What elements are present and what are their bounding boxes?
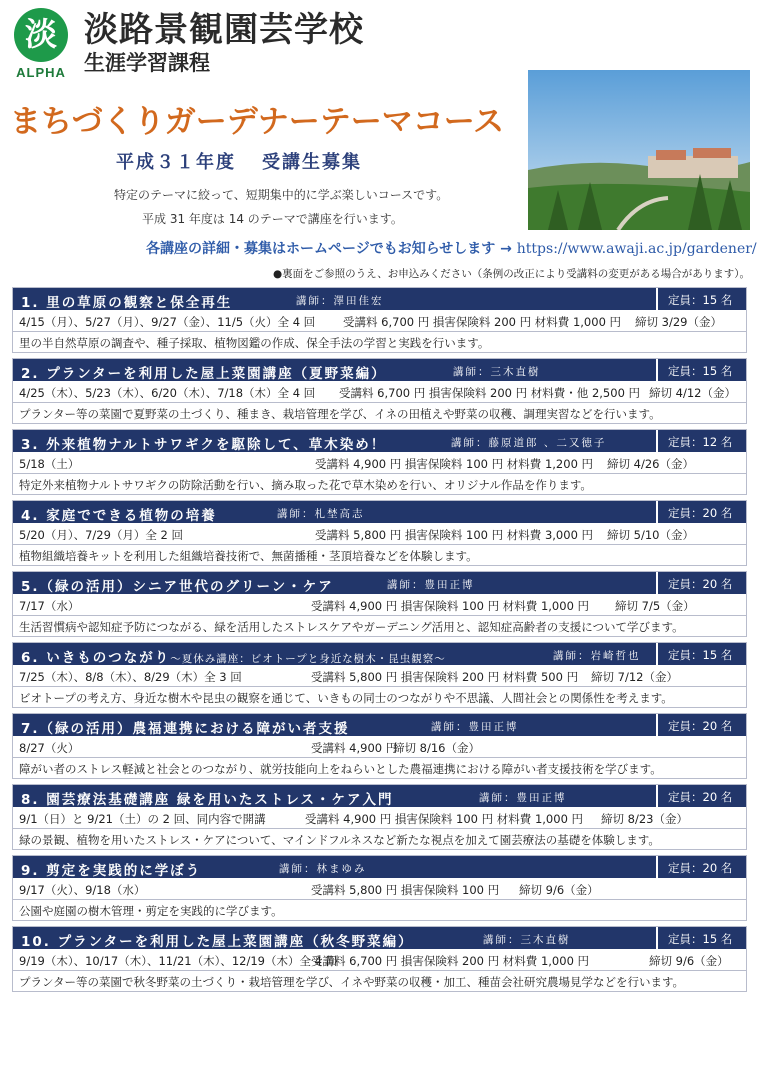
course-name [21, 291, 232, 310]
course-schedule-row [13, 310, 746, 332]
course-dates: 9/1（日）と 9/21（土）の 2 回、同内容で開講 [19, 812, 266, 826]
course-description: 里の半自然草原の調査や、種子採取、植物図鑑の作成、保全手法の学習と実践を行います。 [13, 332, 746, 352]
course-deadline: 締切 7/12（金） [591, 670, 678, 684]
course-fees: 受講料 4,900 円 損害保険料 100 円 材料費 1,000 円 [311, 599, 590, 613]
course-teacher: 講師：豊田正博 [479, 792, 567, 804]
course-fees: 受講料 4,900 円 [311, 741, 398, 755]
course-name [21, 859, 201, 878]
course-teacher: 講師：札埜高志 [277, 508, 365, 520]
course-schedule-row [13, 807, 746, 829]
course-name-text: 5.（緑の活用）シニア世代のグリーン・ケア [21, 579, 334, 594]
course-capacity: 定員：15 名 [656, 359, 746, 381]
course-header [13, 359, 746, 381]
course-dates: 8/27（火） [19, 741, 80, 755]
course-fees: 受講料 6,700 円 損害保険料 200 円 材料費 1,000 円 [343, 315, 622, 329]
course-header [13, 714, 746, 736]
course-fees: 受講料 6,700 円 損害保険料 200 円 材料費 1,000 円 [311, 954, 590, 968]
recruit-heading [116, 148, 388, 174]
course-deadline: 締切 4/26（金） [607, 457, 694, 471]
course-dates: 4/15（月）、5/27（月）、9/27（金）、11/5（火）全 4 回 [19, 315, 316, 329]
course-name-text: 1. 里の草原の観察と保全再生 [21, 295, 233, 310]
course-name-text: 9. 剪定を実践的に学ぼう [21, 863, 202, 878]
course-item [12, 713, 747, 779]
course-name-text: 10. プランターを利用した屋上菜園講座（秋冬野菜編） [21, 934, 414, 949]
course-capacity: 定員：20 名 [656, 856, 746, 878]
course-header [13, 927, 746, 949]
course-name [21, 930, 414, 949]
course-teacher: 講師：三木直樹 [453, 366, 541, 378]
course-teacher: 講師：林まゆみ [279, 863, 367, 875]
course-capacity: 定員：15 名 [656, 643, 746, 665]
course-dates: 7/25（木）、8/8（木）、8/29（木）全 3 回 [19, 670, 242, 684]
course-deadline: 締切 9/6（金） [519, 883, 599, 897]
course-name [21, 433, 386, 452]
course-fees: 受講料 6,700 円 損害保険料 200 円 材料費・他 2,500 円 [339, 386, 641, 400]
course-header [13, 501, 746, 523]
course-description: ビオトープの考え方、身近な樹木や昆虫の観察を通じて、いきもの同士のつながりや不思議、人間社会との関係性を考えます。 [13, 687, 746, 707]
course-deadline: 締切 4/12（金） [649, 386, 736, 400]
course-capacity: 定員：20 名 [656, 501, 746, 523]
course-deadline: 締切 5/10（金） [607, 528, 694, 542]
course-dates: 4/25（木）、5/23（木）、6/20（木）、7/18（木）全 4 回 [19, 386, 316, 400]
course-name-text: 6. いきものつながり [21, 650, 171, 665]
course-item [12, 642, 747, 708]
course-name [21, 504, 217, 523]
course-schedule-row [13, 665, 746, 687]
logo-text: ALPHA [16, 65, 66, 80]
course-item [12, 287, 747, 353]
course-deadline: 締切 8/16（金） [393, 741, 480, 755]
course-schedule-row [13, 878, 746, 900]
course-item [12, 784, 747, 850]
course-dates: 5/20（月）、7/29（月）全 2 回 [19, 528, 184, 542]
course-item [12, 429, 747, 495]
course-header [13, 430, 746, 452]
course-name [21, 717, 350, 736]
course-teacher: 講師：豊田正博 [431, 721, 519, 733]
course-header [13, 288, 746, 310]
course-dates: 9/17（火）、9/18（水） [19, 883, 146, 897]
course-item [12, 926, 747, 992]
course-capacity: 定員：15 名 [656, 288, 746, 310]
course-schedule-row [13, 736, 746, 758]
course-fees: 受講料 5,800 円 損害保険料 100 円 材料費 3,000 円 [315, 528, 594, 542]
course-deadline: 締切 9/6（金） [649, 954, 729, 968]
course-fees: 受講料 5,800 円 損害保険料 100 円 [311, 883, 500, 897]
course-item [12, 358, 747, 424]
course-description: 障がい者のストレス軽減と社会とのつながり、就労技能向上をねらいとした農福連携における障がい者支援技術を学びます。 [13, 758, 746, 778]
course-schedule-row [13, 452, 746, 474]
school-subtitle: 生涯学習課程 [84, 51, 210, 75]
course-description: 生活習慣病や認知症予防につながる、緑を活用したストレスケアやガーデニング活用と、認知症高齢者の支援について学びます。 [13, 616, 746, 636]
course-capacity: 定員：20 名 [656, 714, 746, 736]
course-description: プランター等の菜園で秋冬野菜の土づくり・栽培管理を学び、イネや野菜の収穫・加工、種苗会社研究農場見学などを行います。 [13, 971, 746, 991]
course-header [13, 785, 746, 807]
web-note [146, 238, 757, 258]
course-fees: 受講料 4,900 円 損害保険料 100 円 材料費 1,200 円 [315, 457, 594, 471]
course-title: まちづくりガーデナーテーマコース [10, 104, 505, 140]
course-name-text: 4. 家庭でできる植物の培養 [21, 508, 217, 523]
course-name [21, 646, 446, 665]
course-teacher: 講師：岩崎哲也 [553, 650, 641, 662]
course-schedule-row [13, 523, 746, 545]
course-name-text: 8. 園芸療法基礎講座 緑を用いたストレス・ケア入門 [21, 792, 394, 807]
intro-line-1: 特定のテーマに絞って、短期集中的に学ぶ楽しいコースです。 [114, 188, 449, 202]
course-name [21, 575, 334, 594]
course-teacher: 講師：藤原道郎 、二又徳子 [451, 437, 607, 449]
course-fees: 受講料 4,900 円 損害保険料 100 円 材料費 1,000 円 [305, 812, 584, 826]
course-capacity: 定員：20 名 [656, 785, 746, 807]
course-item [12, 855, 747, 921]
course-dates: 7/17（水） [19, 599, 80, 613]
refer-note: ●裏面をご参照のうえ、お申込みください（条例の改正により受講料の変更がある場合があります）。 [272, 268, 750, 280]
course-item [12, 500, 747, 566]
course-dates: 9/19（木）、10/17（木）、11/21（木）、12/19（木）全 4 回 [19, 954, 338, 968]
intro-line-2: 平成 31 年度は 14 のテーマで講座を行います。 [142, 212, 403, 226]
course-name [21, 362, 387, 381]
logo-glyph: 淡 [24, 15, 57, 53]
school-logo [10, 8, 72, 78]
course-list [12, 287, 747, 997]
course-name-text: 3. 外来植物ナルトサワギクを駆除して、草木染め！ [21, 437, 387, 452]
recruit-label: 受講生募集 [262, 152, 362, 173]
course-capacity: 定員：12 名 [656, 430, 746, 452]
course-header [13, 572, 746, 594]
campus-photo [528, 70, 750, 230]
course-description: プランター等の菜園で夏野菜の土づくり、種まき、栽培管理を学び、イネの田植えや野菜の収穫、調理実習などを行います。 [13, 403, 746, 423]
course-schedule-row [13, 381, 746, 403]
course-fees: 受講料 5,800 円 損害保険料 200 円 材料費 500 円 [311, 670, 579, 684]
course-deadline: 締切 8/23（金） [601, 812, 688, 826]
website-link[interactable]: https://www.awaji.ac.jp/gardener/ [516, 241, 757, 257]
course-capacity: 定員：15 名 [656, 927, 746, 949]
course-name-text: 2. プランターを利用した屋上菜園講座（夏野菜編） [21, 366, 387, 381]
course-description: 公園や庭園の樹木管理・剪定を実践的に学びます。 [13, 900, 746, 920]
school-name: 淡路景観園芸学校 [84, 10, 364, 50]
course-teacher: 講師：豊田正博 [387, 579, 475, 591]
course-dates: 5/18（土） [19, 457, 80, 471]
course-item [12, 571, 747, 637]
course-header [13, 856, 746, 878]
year-label: 平成３１年度 [116, 152, 236, 173]
course-name [21, 788, 394, 807]
course-name-text: 7.（緑の活用）農福連携における障がい者支援 [21, 721, 350, 736]
course-subtitle: ～夏休み講座：ビオトープと身近な樹木・昆虫観察～ [170, 653, 446, 665]
course-deadline: 締切 7/5（金） [615, 599, 695, 613]
course-capacity: 定員：20 名 [656, 572, 746, 594]
course-teacher: 講師：三木直樹 [483, 934, 571, 946]
course-deadline: 締切 3/29（金） [635, 315, 722, 329]
course-description: 特定外来植物ナルトサワギクの防除活動を行い、摘み取った花で草木染めを行い、オリジナル作品を作ります。 [13, 474, 746, 494]
course-header [13, 643, 746, 665]
course-schedule-row [13, 949, 746, 971]
course-teacher: 講師：澤田佳宏 [296, 295, 384, 307]
course-description: 緑の景観、植物を用いたストレス・ケアについて、マインドフルネスなど新たな視点を加えて園芸療法の基礎を体験します。 [13, 829, 746, 849]
course-description: 植物組織培養キットを利用した組織培養技術で、無菌播種・茎頂培養などを体験します。 [13, 545, 746, 565]
web-note-text: 各講座の詳細・募集はホームページでもお知らせします → [146, 241, 512, 257]
course-schedule-row [13, 594, 746, 616]
